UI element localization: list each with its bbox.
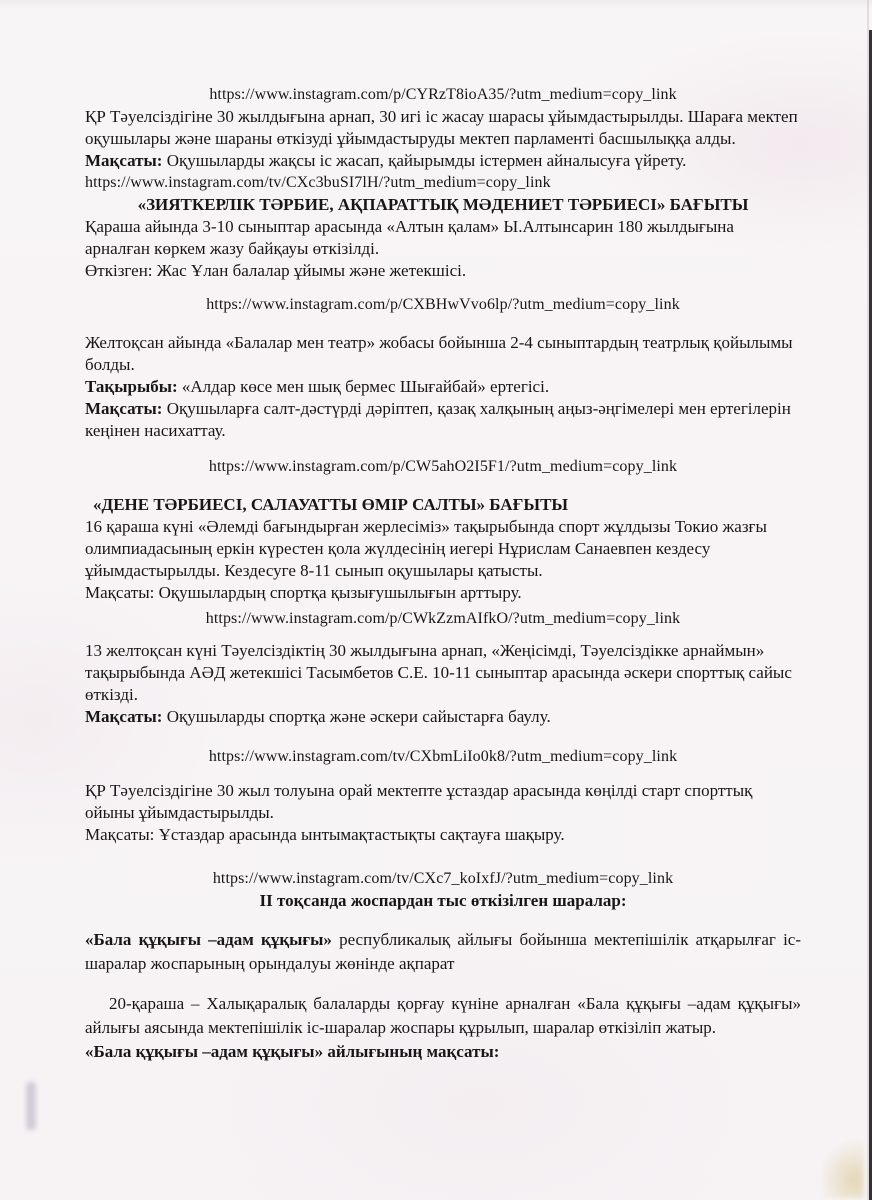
heading-sport-section: «ДЕНЕ ТӘРБИЕСІ, САЛАУАТТЫ ӨМІР САЛТЫ» БАҒЫТЫ — [93, 495, 569, 514]
document-content — [85, 84, 801, 1064]
paragraph-good-deeds: ҚР Тәуелсіздігіне 30 жылдығына арнап, 30 игі іс жасау шарасы ұйымдастырылды. Шараға мектеп оқушылары және шараны өткізуді ұйымдастыруды мектеп парламенті басшылыққа алды. — [85, 107, 798, 148]
topic-text: «Алдар көсе мен шық бермес Шығайбай» ертегісі. — [177, 377, 550, 396]
topic-label: Тақырыбы: — [85, 377, 178, 396]
paragraph-teachers-start: ҚР Тәуелсіздігіне 30 жыл толуына орай мектепте ұстаздар арасында көңілді старт спорттық ойыны ұйымдастырылды. — [85, 781, 753, 822]
scan-artifact — [26, 1082, 36, 1130]
paragraph-goal-3: Мақсаты: Оқушылардың спортқа қызығушылығын арттыру. — [85, 583, 522, 602]
paragraph-goal-5: Мақсаты: Ұстаздар арасында ынтымақтастықты сақтауға шақыру. — [85, 825, 565, 844]
instagram-url-3: https://www.instagram.com/p/CXBHwVvo6lp/?utm_medium=copy_link — [206, 296, 680, 313]
goal-text: Оқушыларды жақсы іс жасап, қайырымды істермен айналысуға үйрету. — [162, 151, 687, 170]
instagram-url-7: https://www.instagram.com/tv/CXc7_koIxfJ/?utm_medium=copy_link — [212, 870, 674, 887]
goal-label: Мақсаты: — [85, 151, 163, 170]
child-rights-text: республикалық айлығы бойынша мектепішілік атқарылғаг іс-шаралар жоспарының орындалуы жөнінде ақпарат — [85, 930, 801, 973]
heading-extra-events: ІІ тоқсанда жоспардан тыс өткізілген шаралар: — [259, 891, 627, 910]
instagram-url-6: https://www.instagram.com/tv/CXbmLiIo0k8/?utm_medium=copy_link — [208, 748, 678, 765]
heading-intellect-section: «ЗИЯТКЕРЛІК ТӘРБИЕ, АҚПАРАТТЫҚ МӘДЕНИЕТ ТӘРБИЕСІ» БАҒЫТЫ — [137, 195, 749, 214]
paragraph-topic — [85, 376, 801, 398]
paragraph-child-rights-month: 20-қараша – Халықаралық балаларды қорғау күніне арналған «Бала құқығы –адам құқығы» айлығы аясында мектепішілік іс-шаралар жоспары құрылып, шаралар өткізіліп жатыр. — [85, 994, 801, 1037]
child-rights-label: «Бала құқығы –адам құқығы» — [85, 930, 332, 949]
paragraph-military-contest: 13 желтоқсан күні Тәуелсіздіктің 30 жылдығына арнап, «Жеңісімді, Тәуелсіздікке арнаймын» тақырыбында АӘД жетекшісі Тасымбетов С.Е. 10-11 сыныптар арасында әскери спорттық сайыс өткізді. — [85, 641, 792, 704]
paragraph-golden-pen: Қараша айында 3-10 сыныптар арасында «Алтын қалам» Ы.Алтынсарин 180 жылдығына арналған көркем жазу байқауы өткізілді. — [85, 217, 734, 258]
paragraph-goal-2 — [85, 398, 801, 442]
paragraph-olympian-meeting: 16 қараша күні «Әлемді бағындырған жерлесіміз» тақырыбында спорт жұлдызы Токио жазғы олимпиадасының еркін күрестен қола жүлдесінің иегері Нұрислам Санаевпен кездесу ұйымдастырылды. Кездесуге 8-11 сынып оқушылары қатысты. — [85, 517, 767, 580]
paragraph-theater: Желтоқсан айында «Балалар мен театр» жобасы бойынша 2-4 сыныптардың театрлық қойылымы болды. — [85, 333, 793, 374]
paragraph-goal-4 — [85, 706, 801, 728]
paragraph-organizer: Өткізген: Жас Ұлан балалар ұйымы және жетекшісі. — [85, 261, 467, 280]
instagram-url-1: https://www.instagram.com/p/CYRzT8ioA35/?utm_medium=copy_link — [209, 86, 677, 103]
scan-smudge — [818, 1138, 864, 1198]
goal-label: Мақсаты: — [85, 707, 163, 726]
paragraph-goal-1 — [85, 150, 801, 172]
goal-label: Мақсаты: — [85, 399, 163, 418]
goal-text: Оқушыларға салт-дәстүрді дәріптеп, қазақ халқының аңыз-әңгімелері мен ертегілерін кеңінен насихаттау. — [85, 399, 791, 440]
instagram-url-2: https://www.instagram.com/tv/CXc3buSI7lH/?utm_medium=copy_link — [85, 174, 551, 191]
paragraph-child-rights-info — [85, 928, 801, 976]
goal-text: Оқушыларды спортқа және әскери сайыстарға баулу. — [162, 707, 551, 726]
heading-child-rights-goal: «Бала құқығы –адам құқығы» айлығының мақсаты: — [85, 1042, 500, 1061]
instagram-url-5: https://www.instagram.com/p/CWkZzmAIfkO/?utm_medium=copy_link — [205, 610, 681, 627]
instagram-url-4: https://www.instagram.com/p/CW5ahO2I5F1/?utm_medium=copy_link — [208, 458, 678, 475]
